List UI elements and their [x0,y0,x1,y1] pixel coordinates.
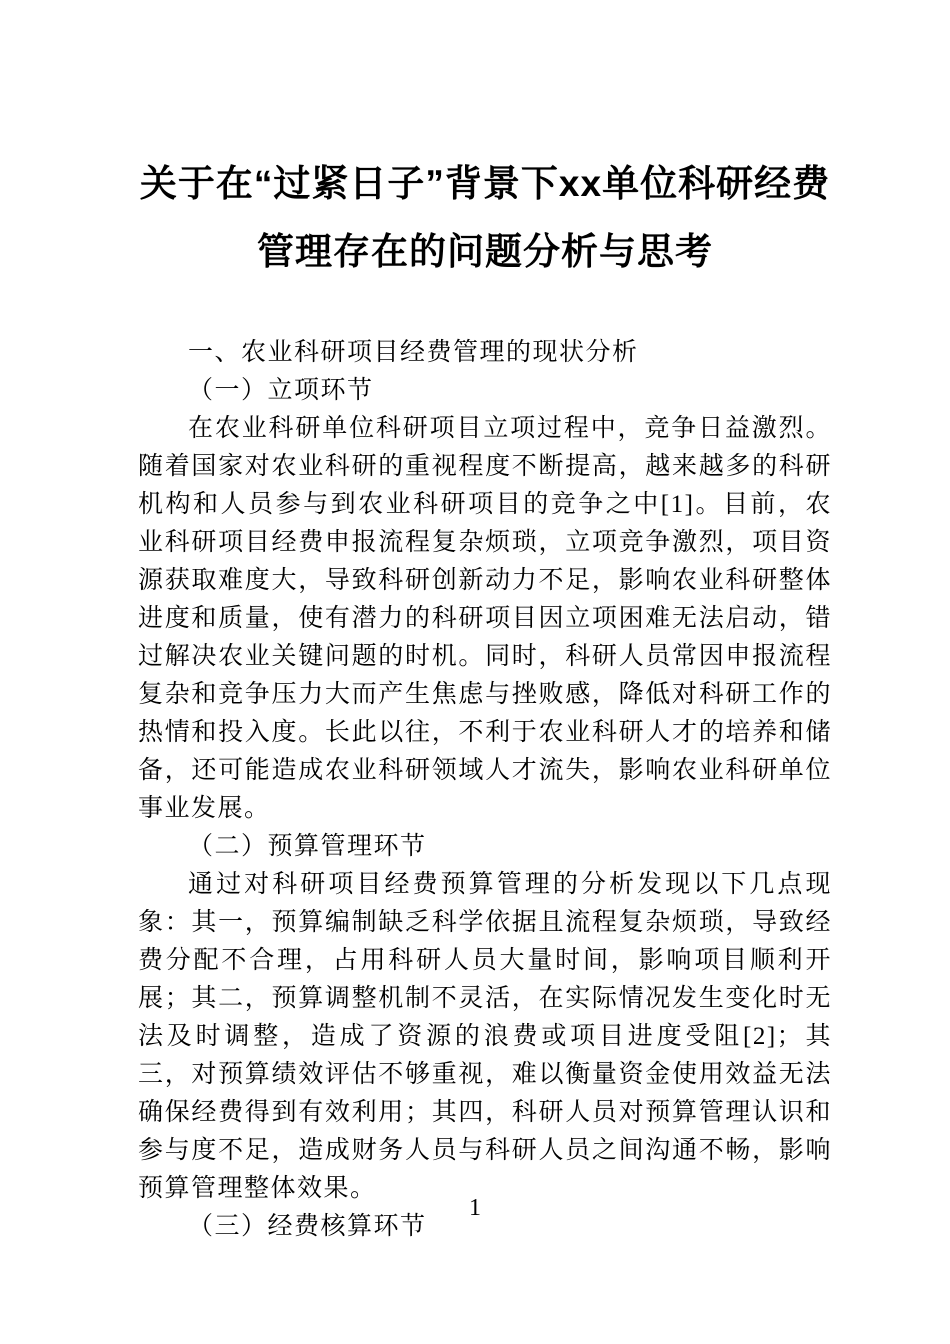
section-heading-expense-accounting: （三）经费核算环节 [188,1213,427,1240]
section-heading-budget-management: （二）预算管理环节 [188,833,427,860]
page-number: 1 [469,1195,481,1221]
paragraph-budget-management: 通过对科研项目经费预算管理的分析发现以下几点现象：其一，预算编制缺乏科学依据且流程复杂烦琐，导致经费分配不合理，占用科研人员大量时间，影响项目顺利开展；其二，预算调整机制不灵活，在实际情况发生变化时无法及时调整，造成了资源的浪费或项目进度受阻[2]；其三，对预算绩效评估不够重视，难以衡量资金使用效益无法确保经费得到有效利用；其四，科研人员对预算管理认识和参与度不足，造成财务人员与科研人员之间沟通不畅，影响预算管理整体效果。 [138,871,832,1202]
section-heading-project-approval: （一）立项环节 [188,377,374,404]
document-title: 关于在“过紧日子”背景下xx单位科研经费管理存在的问题分析与思考 [139,163,831,272]
section-heading-current-status: 一、农业科研项目经费管理的现状分析 [188,339,639,366]
paragraph-project-approval: 在农业科研单位科研项目立项过程中，竞争日益激烈。随着国家对农业科研的重视程度不断提高，越来越多的科研机构和人员参与到农业科研项目的竞争之中[1]。目前，农业科研项目经费申报流程复杂烦琐，立项竞争激烈，项目资源获取难度大，导致科研创新动力不足，影响农业科研整体进度和质量，使有潜力的科研项目因立项困难无法启动，错过解决农业关键问题的时机。同时，科研人员常因申报流程复杂和竞争压力大而产生焦虑与挫败感，降低对科研工作的热情和投入度。长此以往，不利于农业科研人才的培养和储备，还可能造成农业科研领域人才流失，影响农业科研单位事业发展。 [138,415,832,822]
